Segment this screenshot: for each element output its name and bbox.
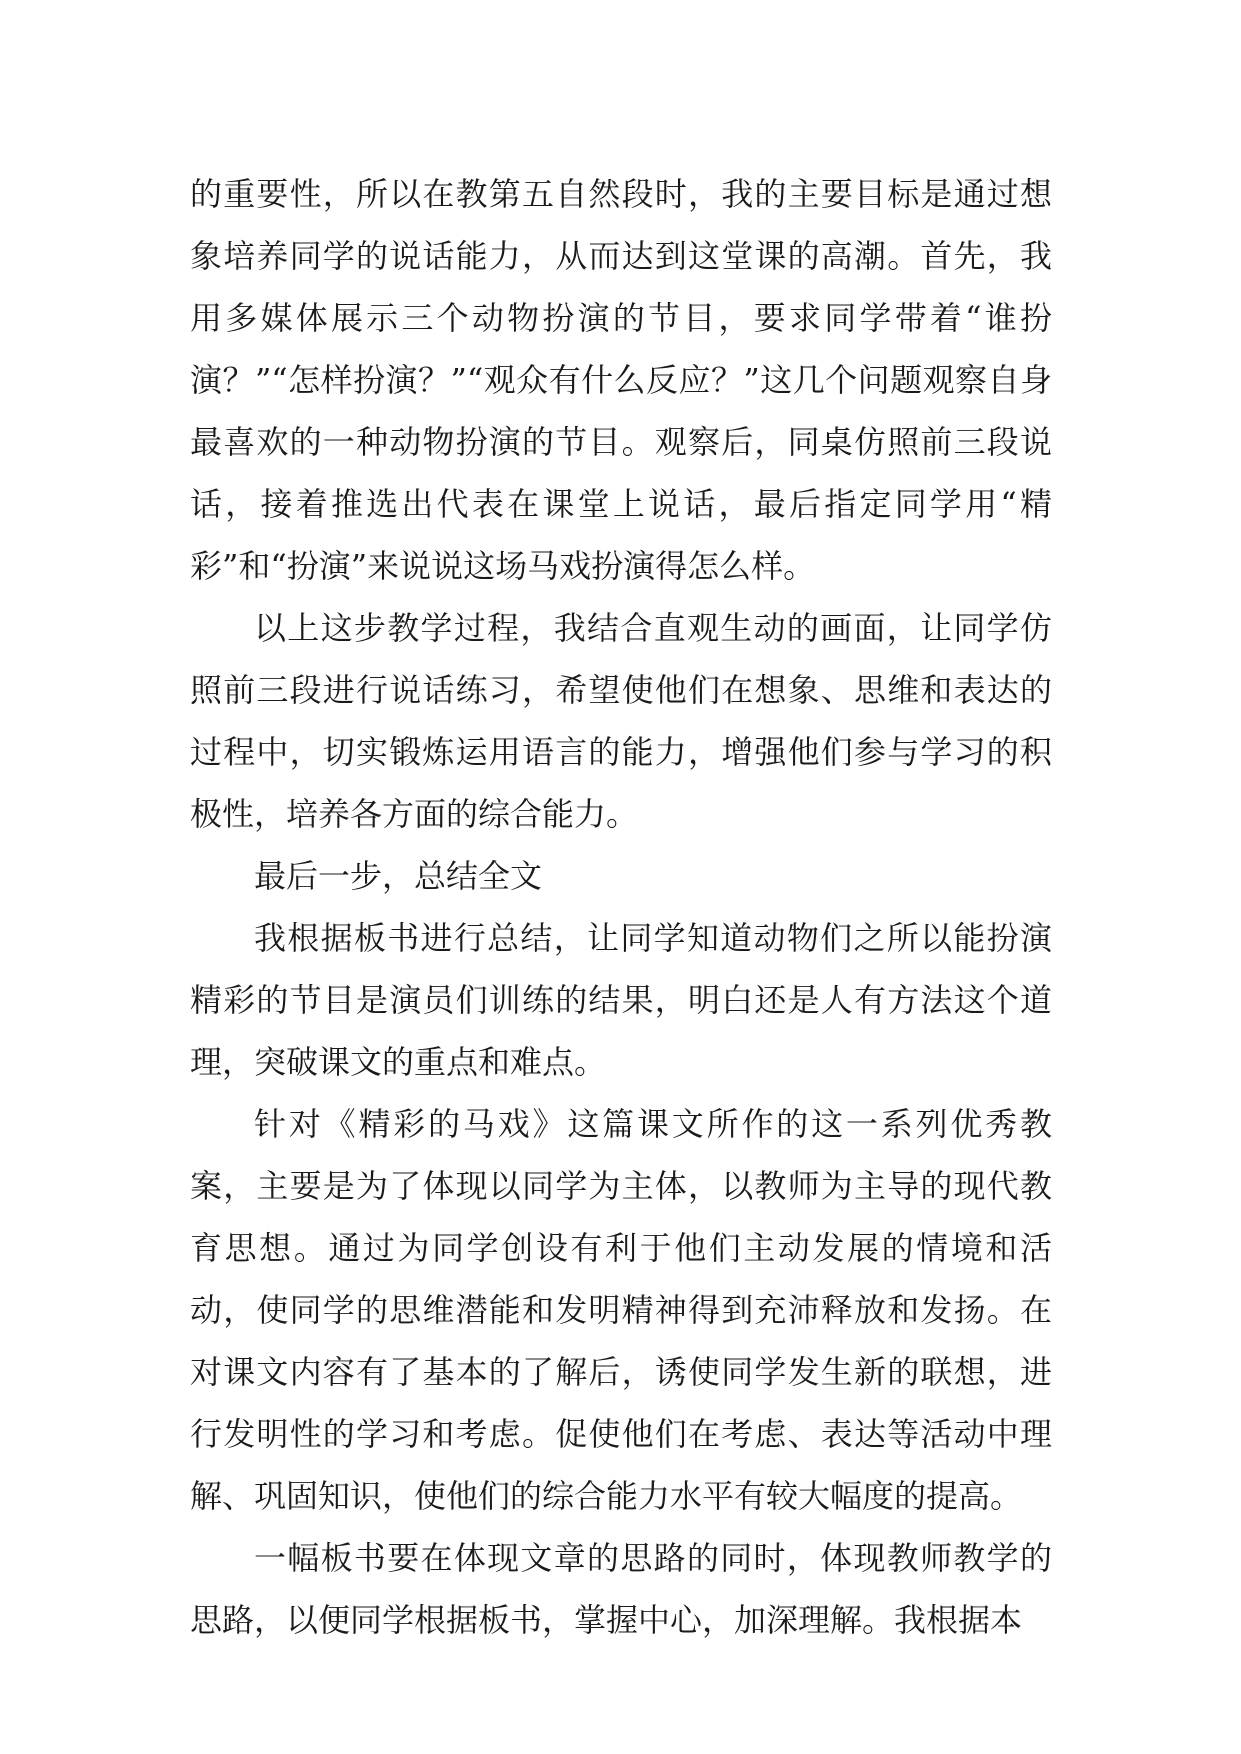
section-heading-summary: 最后一步，总结全文: [254, 857, 543, 895]
document-body: [190, 163, 1052, 1651]
paragraph-continuation: 的重要性，所以在教第五自然段时，我的主要目标是通过想象培养同学的说话能力，从而达到这堂课的高潮。首先，我用多媒体展示三个动物扮演的节目，要求同学带着“谁扮演？”“怎样扮演？”“观众有什么反应？”这几个问题观察自身最喜欢的一种动物扮演的节目。观察后，同桌仿照前三段说话，接着推选出代表在课堂上说话，最后指定同学用“精彩”和“扮演”来说说这场马戏扮演得怎么样。: [190, 175, 1052, 585]
paragraph-lesson-plan-purpose: 针对《精彩的马戏》这篇课文所作的这一系列优秀教案，主要是为了体现以同学为主体，以教师为主导的现代教育思想。通过为同学创设有利于他们主动发展的情境和活动，使同学的思维潜能和发明精神得到充沛释放和发扬。在对课文内容有了基本的了解后，诱使同学发生新的联想，进行发明性的学习和考虑。促使他们在考虑、表达等活动中理解、巩固知识，使他们的综合能力水平有较大幅度的提高。: [190, 1105, 1052, 1515]
paragraph-blackboard-writing: 一幅板书要在体现文章的思路的同时，体现教师教学的思路，以便同学根据板书，掌握中心，加深理解。我根据本: [190, 1539, 1052, 1639]
paragraph-teaching-process: 以上这步教学过程，我结合直观生动的画面，让同学仿照前三段进行说话练习，希望使他们在想象、思维和表达的过程中，切实锻炼运用语言的能力，增强他们参与学习的积极性，培养各方面的综合能力。: [190, 609, 1052, 833]
paragraph-summary: 我根据板书进行总结，让同学知道动物们之所以能扮演精彩的节目是演员们训练的结果，明白还是人有方法这个道理，突破课文的重点和难点。: [190, 919, 1052, 1081]
